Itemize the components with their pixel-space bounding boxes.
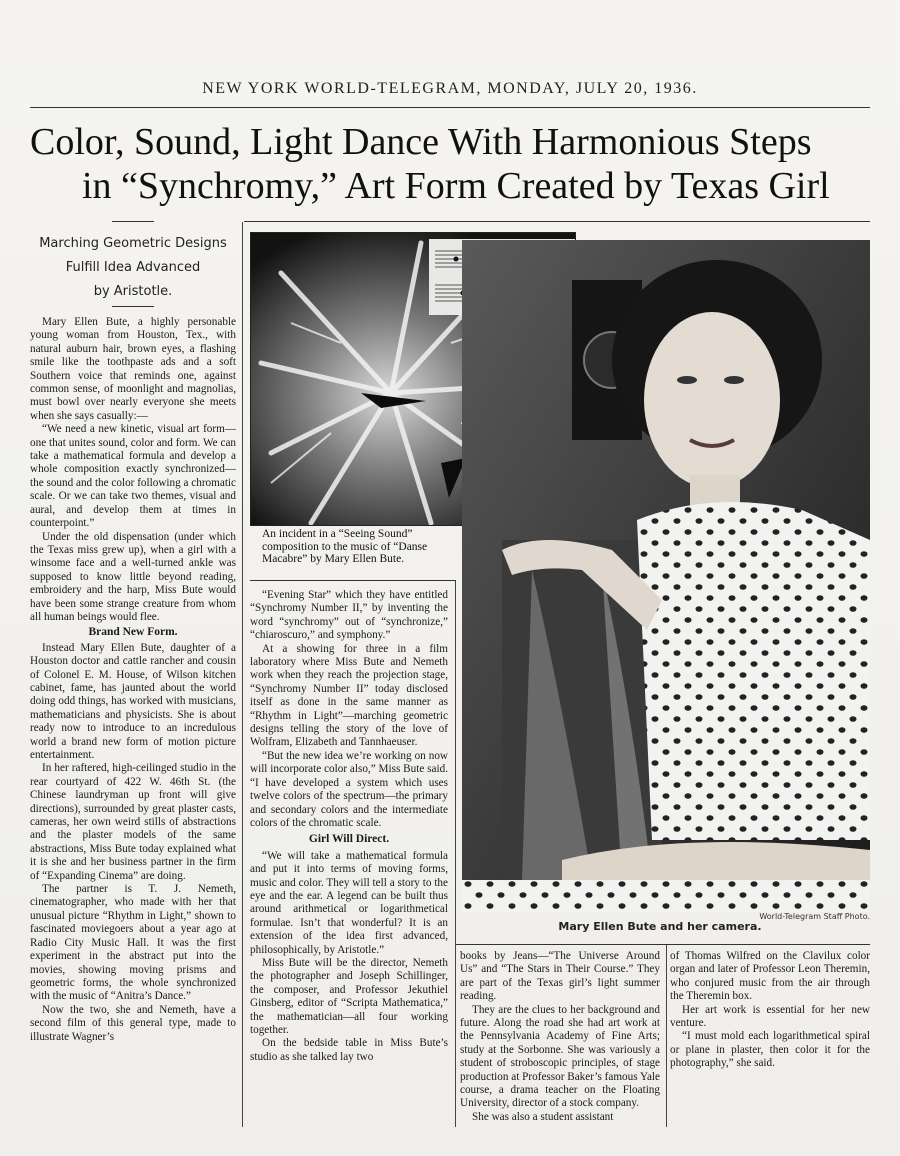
col4-paragraph: Her art work is essential for her new venture. — [670, 1003, 870, 1030]
col2-subhead: Girl Will Direct. — [308, 833, 390, 846]
col3-paragraph: She was also a student assistant — [472, 1110, 614, 1123]
col1-paragraph: In her raftered, high-ceilinged studio in the rear courtyard of 422 W. 46th St. (the Chinese laundryman up front will give directions), surrounded by great plaster casts, cameras, her own weird stills of abstractions and the plaster models of the same abstractions, Miss Bute today explained what it is she and her business partner in the firm of “Expanding Cinema” are doing. — [30, 762, 236, 882]
col3-paragraph: books by Jeans—“The Universe Around Us” and “The Stars in Their Course.” They are part of the Texas girl’s light summer reading. — [460, 950, 660, 1003]
column-1 — [30, 316, 236, 1044]
masthead: NEW YORK WORLD-TELEGRAM, MONDAY, JULY 20, 1936. — [202, 80, 698, 97]
photo2-caption: Mary Ellen Bute and her camera. — [558, 920, 762, 933]
col2-paragraph: Miss Bute will be the director, Nemeth the photographer and Joseph Schillinger, the composer, and Professor Jekuthiel Ginsberg, editor of “Scripta Mathematica,” the mathematician—all four working together. — [250, 956, 448, 1036]
photo1-caption: An incident in a “Seeing Sound” composition to the music of “Danse Macabre” by Mary Ellen Bute. — [262, 528, 428, 565]
col1-paragraph: The partner is T. J. Nemeth, cinematographer, who made with her that unusual picture “Rhythm in Light,” shown to fascinated moviegoers about a year ago at Radio City Music Hall. It was the first experiment in the abstract put into the movies, showing moving prisms and geometric forms, the whole synchronized with the music of “Anitra’s Dance.” — [30, 883, 236, 1003]
headline-line-2: in “Synchromy,” Art Form Created by Texas Girl — [82, 165, 830, 207]
deck-line-1: Marching Geometric Designs — [39, 236, 227, 251]
col2-paragraph: “But the new idea we’re working on now will incorporate color also,” Miss Bute said. “I have developed a system which uses twelve colors of the spectrum—the primary and secondary colors and the intermediate colors of the chromatic scale. — [250, 749, 448, 829]
col1-paragraph: Now the two, she and Nemeth, have a second film of this general type, made to illustrate Wagner’s — [30, 1003, 236, 1043]
col1-paragraph: Mary Ellen Bute, a highly personable young woman from Houston, Tex., with natural auburn hair, brown eyes, a flashing smile like the toothpaste ads and a soft Southern voice that reminds one, against common sense, of moonlight and magnolias, must bowl over nearly everyone she meets when she says casually:— — [30, 316, 236, 422]
col2-paragraph: “Evening Star” which they have entitled “Synchromy Number II,” by inventing the word “synchromy” out of “synchronize,” “chiaroscuro,” and symphony.” — [250, 589, 448, 642]
photo-credit: World-Telegram Staff Photo. — [759, 912, 870, 921]
deck-rule — [112, 221, 154, 222]
col4-paragraph: “I must mold each logarithmetical spiral or plane in plaster, then color it for the photography,” she said. — [670, 1030, 870, 1070]
deck-line-3: by Aristotle. — [93, 284, 173, 299]
deck-bottom-rule — [112, 306, 154, 307]
portrait-image — [462, 240, 870, 912]
col2-paragraph: At a showing for three in a film laboratory where Miss Bute and Nemeth work when they reach the projection stage, “Synchromy Number II” today disclosed itself as done in the same manner as “Rhythm in Light”—marching geometric designs telling the story of the love of Wolfram, Elizabeth and Tannhaeuser. — [250, 642, 448, 749]
column-divider-2 — [455, 580, 456, 1127]
col1-paragraph: Under the old dispensation (under which the Texas miss grew up), when a girl with a winsome face and a well-turned ankle was supposed to know little beyond reading, embroidery and the harp, Miss Bute would have been some strange creature from whom all human beings would flee. — [30, 530, 236, 623]
column-4 — [670, 950, 870, 1071]
deck-line-2: Fulfill Idea Advanced — [65, 260, 201, 275]
caption2-rule — [456, 944, 870, 945]
headline-line-1: Color, Sound, Light Dance With Harmonious Steps — [30, 121, 812, 163]
col1-paragraph: “We need a new kinetic, visual art form—one that unites sound, color and form. We can take a mathematical formula and develop a whole composition exactly synchronized—the sound and the color following a chromatic scale. Or we can take two themes, visual and aural, and develop them at times in counterpoint.” — [30, 423, 236, 530]
col4-paragraph: of Thomas Wilfred on the Clavilux color organ and later of Professor Leon Theremin, who conjured music from the air through the Theremin box. — [670, 950, 870, 1003]
column-2 — [250, 589, 448, 1064]
col1-subhead: Brand New Form. — [88, 626, 178, 639]
column-3 — [460, 950, 660, 1124]
col1-paragraph: Instead Mary Ellen Bute, daughter of a Houston doctor and cattle rancher and cousin of Colonel E. M. House, of Wilson kitchen cabinet, fame, has jaunted about the world doing odd things, has worked with musicians, mathematicians and physicists. She is about ready now to introduce to an incredulous world a brand new form of motion picture entertainment. — [30, 641, 236, 761]
headline-rule — [244, 221, 870, 222]
masthead-rule — [30, 107, 870, 108]
portrait-photo — [462, 240, 870, 912]
column-divider-1 — [242, 222, 243, 1127]
column-divider-3 — [666, 945, 667, 1127]
caption-rule — [250, 580, 456, 581]
col3-paragraph: They are the clues to her background and future. Along the road she had art work at the Pennsylvania Academy of Fine Arts; study at the Sorbonne. She was variously a student of stroboscopic principles, of stage production at Professor Baker’s famous Yale course, a drama teacher on the Floating University, director of a stock company. — [460, 1003, 660, 1110]
col2-paragraph: “We will take a mathematical formula and put it into terms of moving forms, music and color. They will tell a story to the eye and the ear. A legend can be built thus around arithmetical or logarithmetical formulae. Isn’t that wonderful? It is an extension of the idea first advanced, philosophically, by Aristotle.” — [250, 849, 448, 956]
headline — [30, 120, 870, 208]
col2-paragraph: On the bedside table in Miss Bute’s studio as she talked lay two — [250, 1037, 448, 1063]
deck — [30, 232, 236, 304]
